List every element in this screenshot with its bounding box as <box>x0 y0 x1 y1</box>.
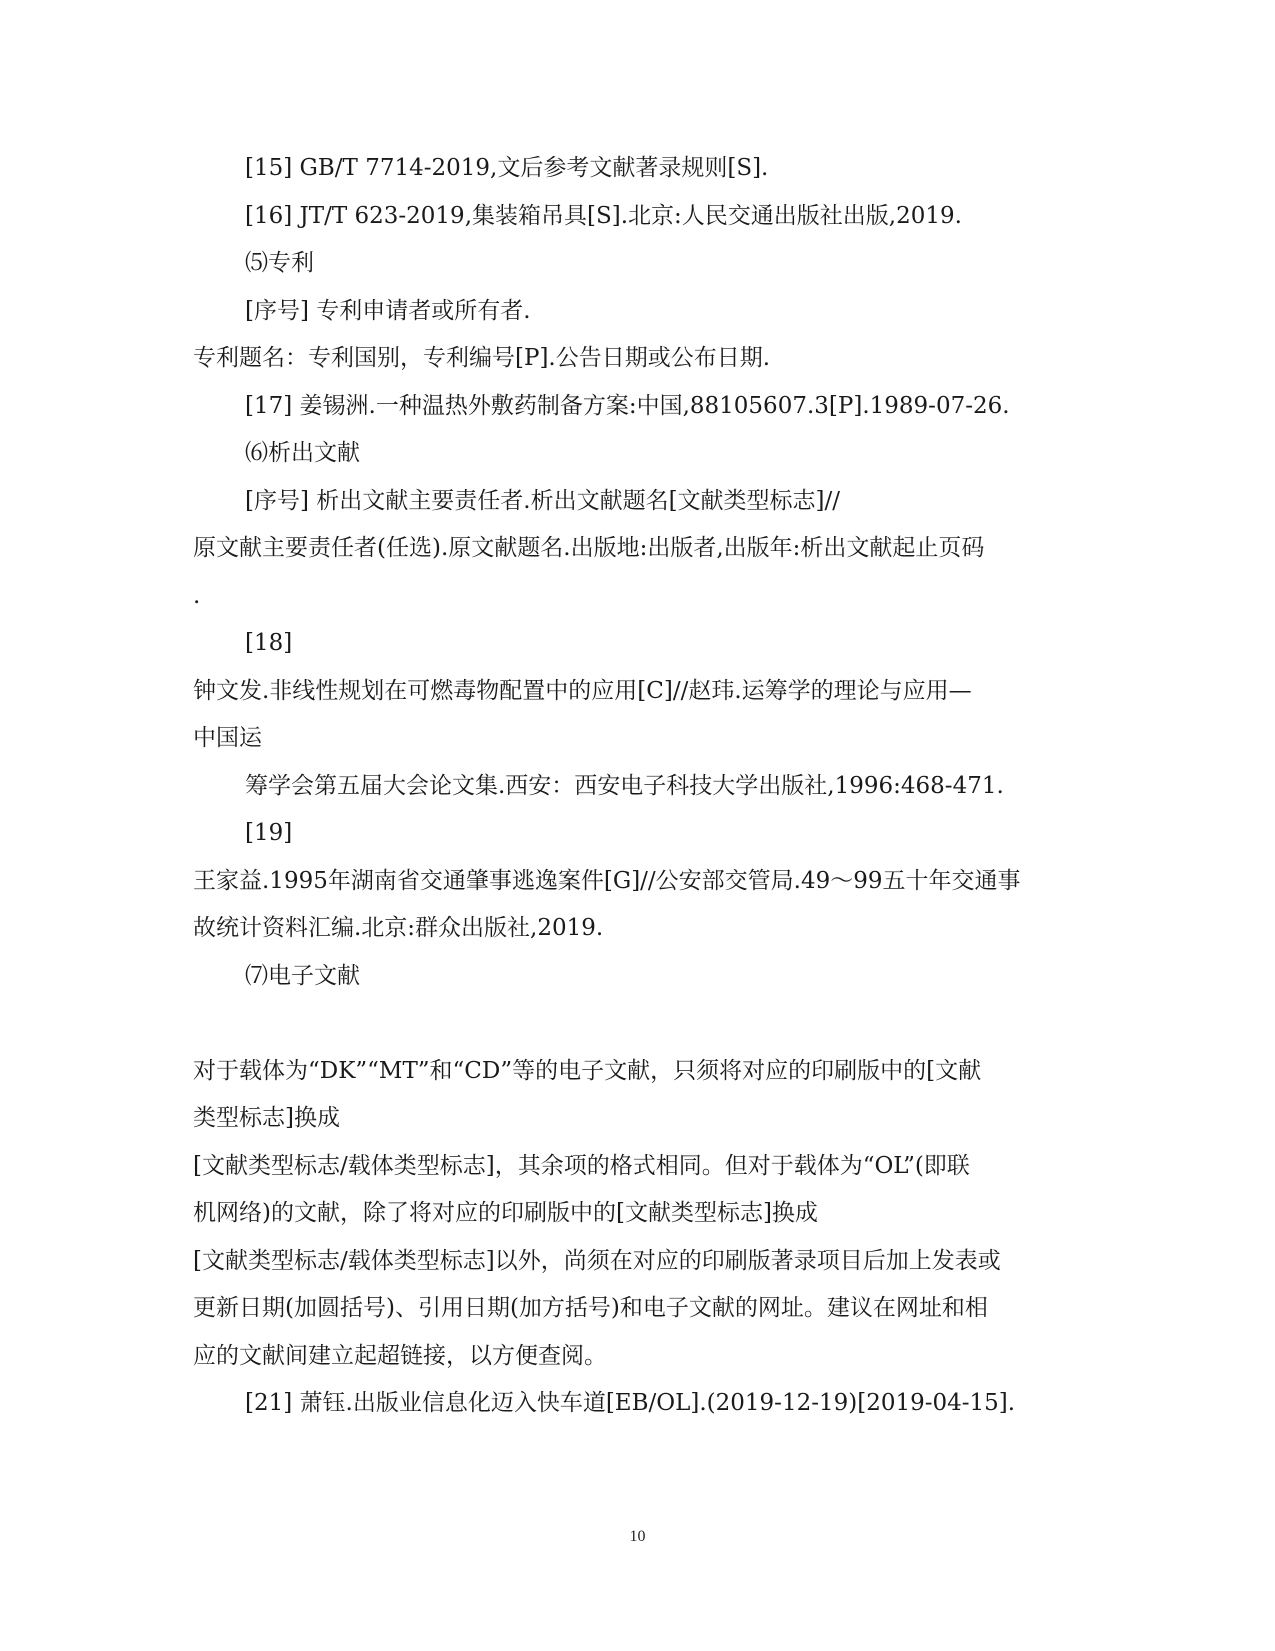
format-line: [序号] 析出文献主要责任者.析出文献题名[文献类型标志]// <box>245 488 841 514</box>
format-line: . <box>193 583 201 609</box>
paragraph-line: 对于载体为“DK”“MT”和“CD”等的电子文献，只须将对应的印刷版中的[文献 <box>193 1058 982 1084</box>
reference-21: [21] 萧钰.出版业信息化迈入快车道[EB/OL].(2019-12-19)[2019-04-15]. <box>245 1390 1016 1416</box>
reference-19-text: 故统计资料汇编.北京:群众出版社,2019. <box>193 915 604 941</box>
reference-18-text: 钟文发.非线性规划在可燃毒物配置中的应用[C]//赵玮.运筹学的理论与应用— <box>193 678 972 704</box>
paragraph-line: [文献类型标志/载体类型标志]，其余项的格式相同。但对于载体为“OL”(即联 <box>193 1153 970 1179</box>
reference-19-number: [19] <box>245 820 293 846</box>
paragraph-line: 应的文献间建立起超链接，以方便查阅。 <box>193 1343 607 1369</box>
reference-15: [15] GB/T 7714-2019,文后参考文献著录规则[S]. <box>245 155 769 181</box>
reference-18-text: 筹学会第五届大会论文集.西安：西安电子科技大学出版社,1996:468-471. <box>245 773 1004 799</box>
paragraph-line: 更新日期(加圆括号)、引用日期(加方括号)和电子文献的网址。建议在网址和相 <box>193 1295 988 1321</box>
format-line: [序号] 专利申请者或所有者. <box>245 298 531 324</box>
format-line: 专利题名：专利国别，专利编号[P].公告日期或公布日期. <box>193 345 771 371</box>
paragraph-line: 机网络)的文献，除了将对应的印刷版中的[文献类型标志]换成 <box>193 1200 818 1226</box>
reference-18-number: [18] <box>245 630 293 656</box>
section-heading-patent: ⑸专利 <box>245 250 314 276</box>
reference-19-text: 王家益.1995年湖南省交通肇事逃逸案件[G]//公安部交管局.49～99五十年交通事 <box>193 868 1021 894</box>
paragraph-line: [文献类型标志/载体类型标志]以外，尚须在对应的印刷版著录项目后加上发表或 <box>193 1248 1001 1274</box>
paragraph-line: 类型标志]换成 <box>193 1105 340 1131</box>
format-line: 原文献主要责任者(任选).原文献题名.出版地:出版者,出版年:析出文献起止页码 <box>193 535 985 561</box>
section-heading-electronic: ⑺电子文献 <box>245 963 360 989</box>
page-number: 10 <box>629 1528 646 1545</box>
reference-18-text: 中国运 <box>193 725 262 751</box>
reference-16: [16] JT/T 623-2019,集装箱吊具[S].北京:人民交通出版社出版,2019. <box>245 203 962 229</box>
section-heading-analytic: ⑹析出文献 <box>245 440 360 466</box>
reference-17: [17] 姜锡洲.一种温热外敷药制备方案:中国,88105607.3[P].1989-07-26. <box>245 393 1010 419</box>
